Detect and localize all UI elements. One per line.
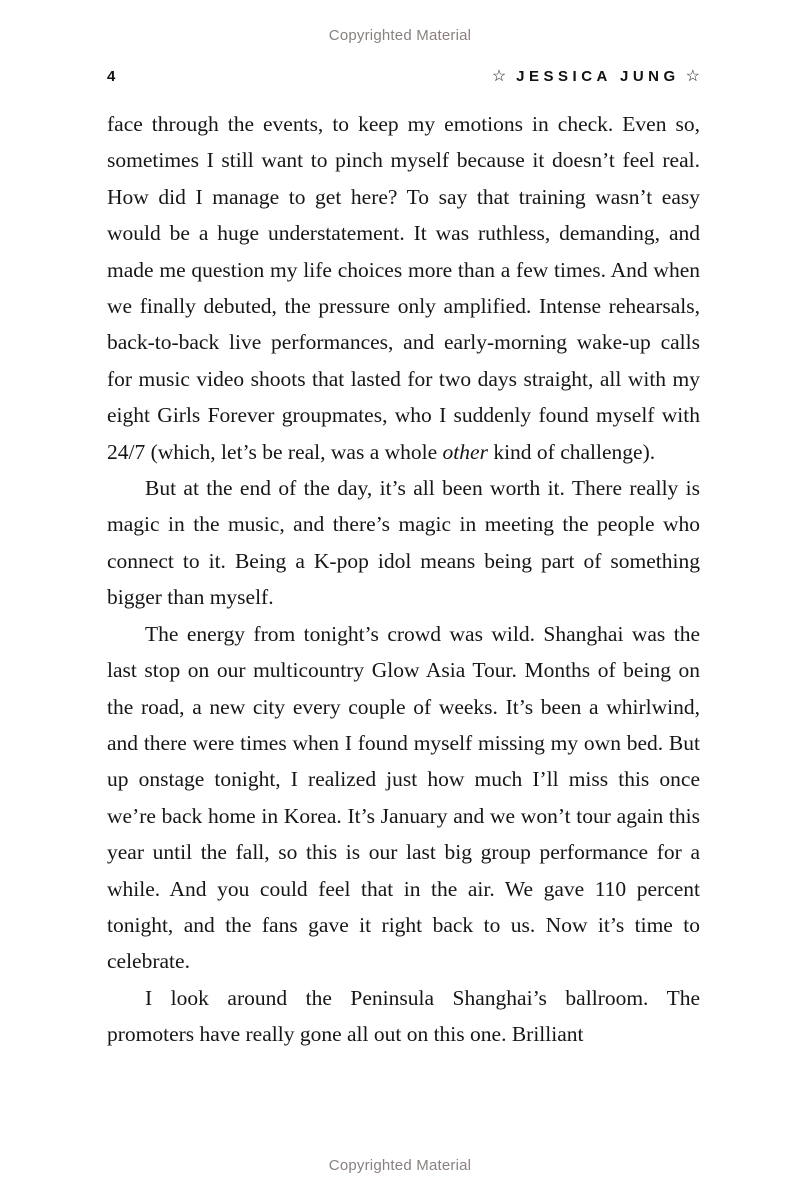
body-text [107,106,700,1053]
paragraph-2: But at the end of the day, it’s all been worth it. There really is magic in the music, and there’s magic in meeting the people who connect to it. Being a K-pop idol means being part of something bigger than myself. [107,476,700,610]
copyright-notice-top: Copyrighted Material [328,27,472,44]
paragraph-1-text-end: kind of challenge). [487,439,656,464]
copyright-notice-bottom: Copyrighted Material [328,1157,472,1174]
star-icon: ☆ [491,68,507,85]
paragraph-1 [107,106,700,470]
paragraph-1-italic-word: other [442,439,488,464]
paragraph-3: The energy from tonight’s crowd was wild. Shanghai was the last stop on our multicountry Glow Asia Tour. Months of being on the road, a new city every couple of weeks. It’s been a whirlwind, and there were times when I found myself missing my own bed. But up onstage tonight, I realized just how much I’ll miss this once we’re back home in Korea. It’s January and we won’t tour again this year until the fall, so this is our last big group performance for a while. And you could feel that in the air. We gave 110 percent tonight, and the fans gave it right back to us. Now it’s time to celebrate. [107,621,700,974]
page-number: 4 [107,68,116,85]
page-header [107,66,700,86]
star-icon: ☆ [685,68,700,85]
paragraph-1-text: face through the events, to keep my emotions in check. Even so, sometimes I still want to pinch myself because it doesn’t feel real. How did I manage to get here? To say that training wasn’t easy would be a huge understatement. It was ruthless, demanding, and made me question my life choices more than a few times. And when we finally debuted, the pressure only amplified. Intense rehearsals, back-to-back live performances, and early-morning wake-up calls for music video shoots that lasted for two days straight, all with my eight Girls Forever groupmates, who I suddenly found myself with 24/7 (which, let’s be real, was a whole [107,112,700,464]
paragraph-4: I look around the Peninsula Shanghai’s ballroom. The promoters have really gone all out on this one. Brilliant [107,985,700,1047]
author-name: JESSICA JUNG [516,68,680,85]
running-header [492,66,700,86]
